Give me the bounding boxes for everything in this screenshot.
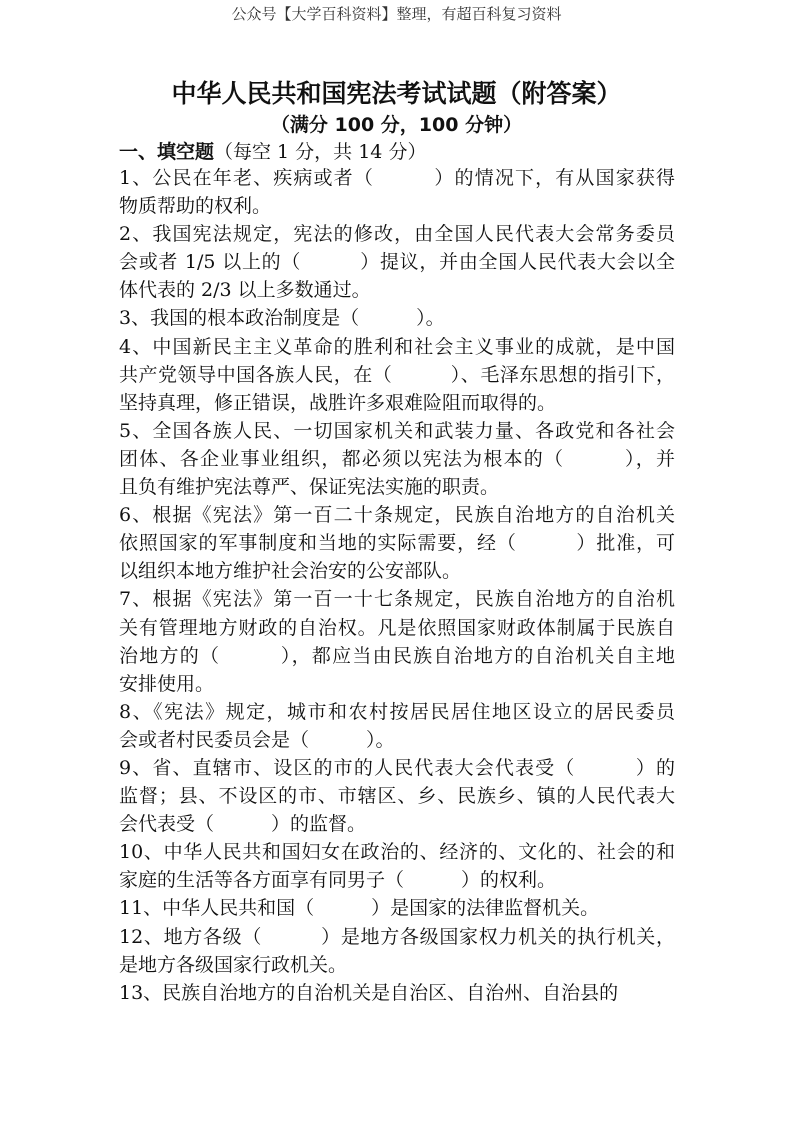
question-line: 团体、各企业事业组织，都必须以宪法为根本的（ ），并 <box>119 447 675 470</box>
question-line: 10、中华人民共和国妇女在政治的、经济的、文化的、社会的和 <box>119 841 675 864</box>
question-item <box>119 220 675 304</box>
document-title: 中华人民共和国宪法考试试题（附答案） <box>171 79 622 108</box>
question-line: 4、中国新民主主义革命的胜利和社会主义事业的成就，是中国 <box>119 335 675 358</box>
question-item <box>119 304 675 332</box>
question-line: 7、根据《宪法》第一百一十七条规定，民族自治地方的自治机 <box>119 588 675 611</box>
question-line: 物质帮助的权利。 <box>119 195 272 218</box>
question-line: 1、公民在年老、疾病或者（ ）的情况下，有从国家获得 <box>119 167 675 189</box>
question-line: 9、省、直辖市、设区的市的人民代表大会代表受（ ）的 <box>119 756 675 779</box>
question-line: 12、地方各级（ ）是地方各级国家权力机关的执行机关， <box>119 925 675 948</box>
question-line: 共产党领导中国各族人民，在（ ）、毛泽东思想的指引下， <box>119 363 675 386</box>
question-line: 体代表的 2/3 以上多数通过。 <box>119 279 371 302</box>
question-line: 会或者村民委员会是（ ）。 <box>119 728 395 751</box>
question-line: 且负有维护宪法尊严、保证宪法实施的职责。 <box>119 476 500 499</box>
question-line: 依照国家的军事制度和当地的实际需要，经（ ）批准，可 <box>119 532 675 555</box>
question-item <box>119 979 675 1007</box>
section-note: （每空 1 分，共 14 分） <box>214 141 427 163</box>
question-line: 是地方各级国家行政机关。 <box>119 953 348 976</box>
question-line: 坚持真理，修正错误，战胜许多艰难险阻而取得的。 <box>119 391 557 414</box>
question-item <box>119 333 675 417</box>
question-item <box>119 923 675 979</box>
section-heading <box>119 137 426 164</box>
question-line: 13、民族自治地方的自治机关是自治区、自治州、自治县的 <box>119 981 619 1004</box>
question-line: 2、我国宪法规定，宪法的修改，由全国人民代表大会常务委员 <box>119 223 675 246</box>
question-line: 会或者 1/5 以上的（ ）提议，并由全国人民代表大会以全 <box>119 251 675 274</box>
page-header-watermark: 公众号【大学百科资料】整理，有超百科复习资料 <box>231 5 562 23</box>
question-line: 3、我国的根本政治制度是（ ）。 <box>119 307 445 330</box>
question-line: 6、根据《宪法》第一百二十条规定，民族自治地方的自治机关 <box>119 504 675 527</box>
question-item <box>119 754 675 838</box>
question-line: 监督；县、不设区的市、市辖区、乡、民族乡、镇的人民代表大 <box>119 785 675 808</box>
question-line: 关有管理地方财政的自治权。凡是依照国家财政体制属于民族自 <box>119 616 675 639</box>
question-item <box>119 417 675 501</box>
question-line: 以组织本地方维护社会治安的公安部队。 <box>119 560 462 583</box>
question-item <box>119 894 675 922</box>
question-item <box>119 698 675 754</box>
question-item <box>119 585 675 697</box>
section-title: 一、填空题 <box>119 141 215 163</box>
question-line: 会代表受（ ）的监督。 <box>119 813 367 836</box>
question-line: 8、《宪法》规定，城市和农村按居民居住地区设立的居民委员 <box>119 700 675 723</box>
question-line: 家庭的生活等各方面享有同男子（ ）的权利。 <box>119 869 557 892</box>
question-list <box>119 164 675 1007</box>
question-item <box>119 501 675 585</box>
question-line: 治地方的（ ），都应当由民族自治地方的自治机关自主地 <box>119 644 675 667</box>
question-line: 11、中华人民共和国（ ）是国家的法律监督机关。 <box>119 897 600 920</box>
question-line: 安排使用。 <box>119 672 215 695</box>
question-item <box>119 164 675 220</box>
question-line: 5、全国各族人民、一切国家机关和武装力量、各政党和各社会 <box>119 419 675 442</box>
document-subtitle: （满分 100 分，100 分钟） <box>270 114 523 136</box>
question-item <box>119 838 675 894</box>
